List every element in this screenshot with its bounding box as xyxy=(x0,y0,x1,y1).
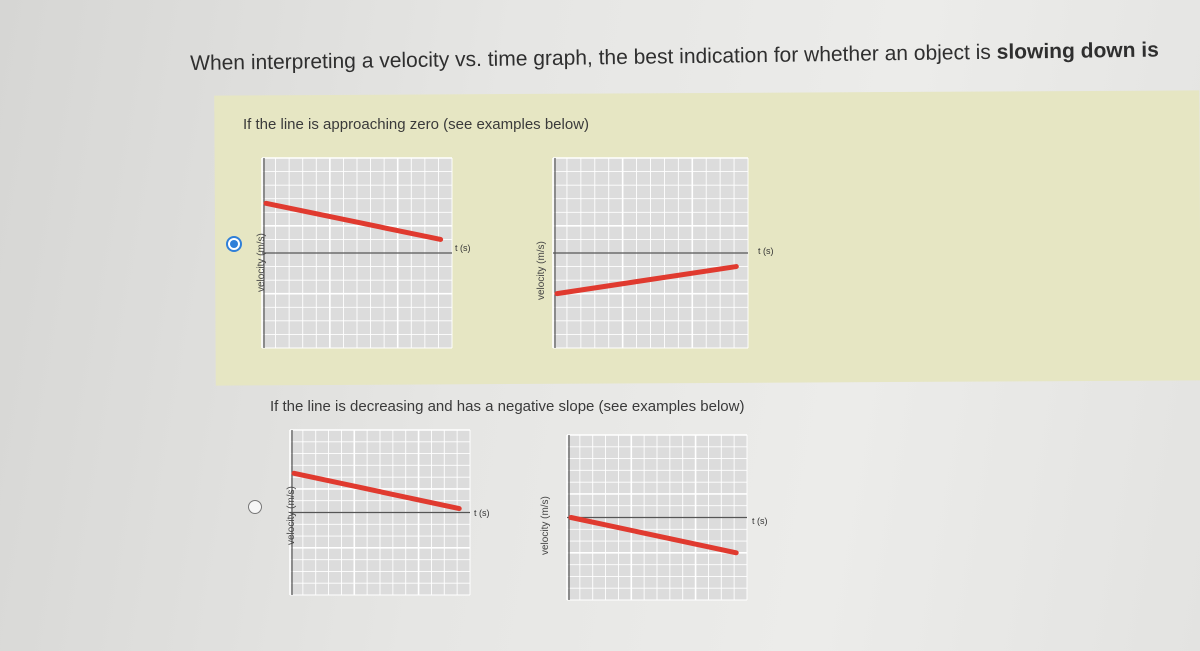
option-2-label[interactable]: If the line is decreasing and has a negative slope (see examples below) xyxy=(270,398,745,415)
option-2-graph-2 xyxy=(567,435,747,600)
option-1-graph-2-tlabel: t (s) xyxy=(758,246,774,256)
question-emphasis: slowing down is xyxy=(996,38,1159,64)
option-1-graph-1-tlabel: t (s) xyxy=(455,243,471,253)
option-1-graph-1 xyxy=(262,158,452,348)
option-1-radio[interactable] xyxy=(226,236,242,252)
option-1-label[interactable]: If the line is approaching zero (see examples below) xyxy=(243,116,590,133)
option-2-graph-2-ylabel: velocity (m/s) xyxy=(540,496,551,555)
option-2-graph-2-tlabel: t (s) xyxy=(752,516,768,526)
option-2-graph-1 xyxy=(290,430,470,595)
question-prefix: When interpreting a velocity vs. time graph, the best indication for whether an object is xyxy=(190,40,991,75)
option-1-graph-2-ylabel: velocity (m/s) xyxy=(536,241,547,300)
option-2-radio[interactable] xyxy=(248,500,262,514)
question-text xyxy=(190,38,1159,76)
option-2-graph-1-tlabel: t (s) xyxy=(474,508,490,518)
option-1-graph-1-ylabel: velocity (m/s) xyxy=(256,233,267,292)
option-1-graph-2 xyxy=(553,158,748,348)
option-2-graph-1-ylabel: velocity (m/s) xyxy=(286,486,297,545)
